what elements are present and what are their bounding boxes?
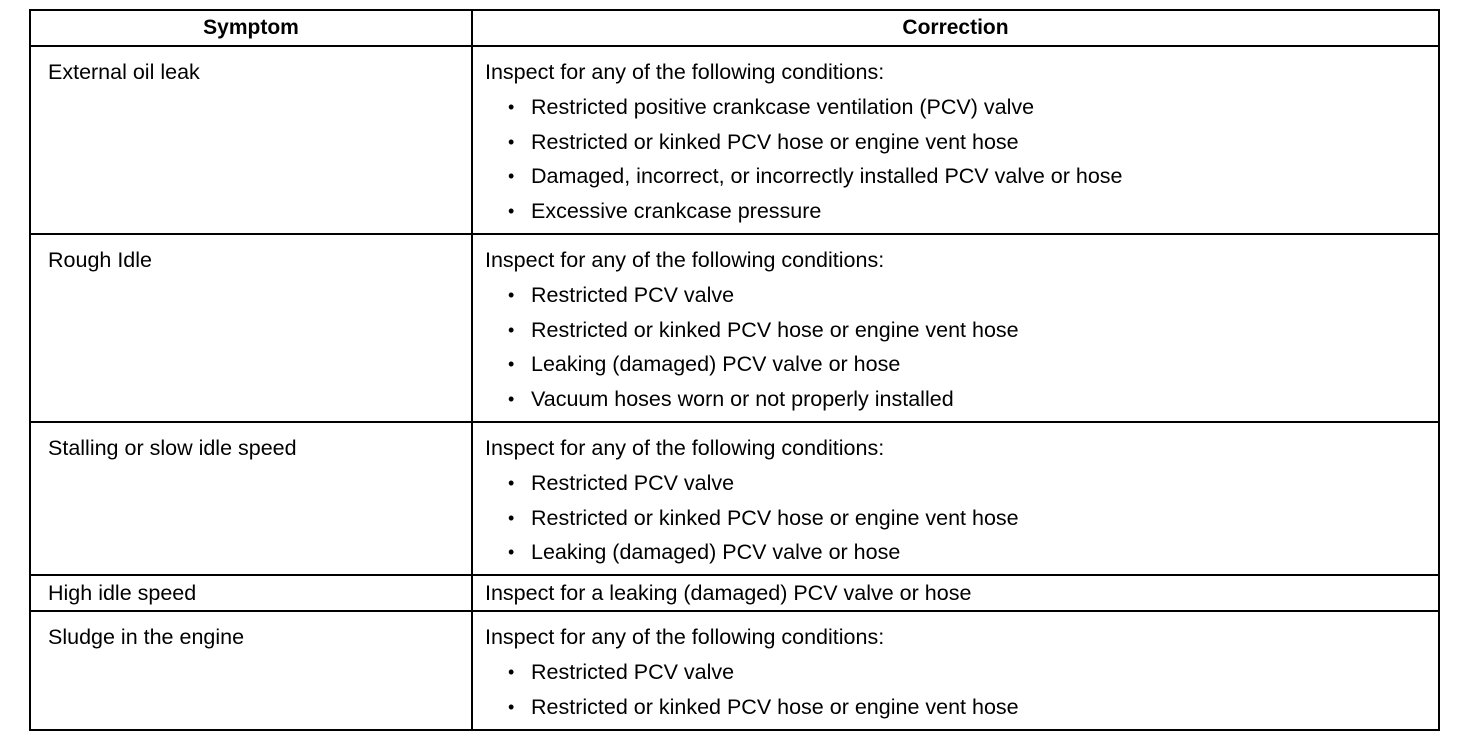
bullet-icon: • bbox=[508, 96, 515, 117]
condition-item bbox=[485, 501, 1438, 536]
condition-item bbox=[485, 125, 1438, 160]
correction-intro: Inspect for any of the following conditions: bbox=[485, 60, 885, 84]
symptom-cell bbox=[30, 575, 472, 611]
condition-item bbox=[485, 278, 1438, 313]
condition-text: Excessive crankcase pressure bbox=[531, 199, 822, 224]
correction-cell bbox=[472, 46, 1439, 234]
bullet-icon: • bbox=[508, 284, 515, 305]
condition-item bbox=[485, 159, 1438, 194]
symptom-cell bbox=[30, 422, 472, 575]
table-row bbox=[30, 46, 1439, 234]
condition-list bbox=[485, 278, 1438, 417]
condition-text: Restricted or kinked PCV hose or engine vent hose bbox=[531, 694, 1019, 719]
condition-item bbox=[485, 466, 1438, 501]
table-row bbox=[30, 422, 1439, 575]
condition-text: Restricted PCV valve bbox=[531, 282, 735, 307]
condition-item bbox=[485, 655, 1438, 690]
condition-item bbox=[485, 690, 1438, 725]
bullet-icon: • bbox=[508, 472, 515, 493]
bullet-icon: • bbox=[508, 354, 515, 375]
condition-text: Restricted or kinked PCV hose or engine vent hose bbox=[531, 505, 1019, 530]
condition-list bbox=[485, 90, 1438, 229]
table-row bbox=[30, 611, 1439, 729]
symptom-cell bbox=[30, 46, 472, 234]
condition-text: Restricted PCV valve bbox=[531, 470, 735, 495]
symptom-text: Rough Idle bbox=[48, 247, 152, 272]
condition-text: Leaking (damaged) PCV valve or hose bbox=[531, 540, 901, 565]
bullet-icon: • bbox=[508, 166, 515, 187]
condition-item bbox=[485, 347, 1438, 382]
condition-list bbox=[485, 655, 1438, 725]
symptom-text: Stalling or slow idle speed bbox=[48, 435, 297, 460]
correction-cell bbox=[472, 611, 1439, 729]
correction-intro: Inspect for any of the following conditions: bbox=[485, 247, 885, 272]
condition-text: Vacuum hoses worn or not properly installed bbox=[531, 387, 954, 412]
symptom-text: External oil leak bbox=[48, 60, 200, 84]
correction-intro: Inspect for a leaking (damaged) PCV valve or hose bbox=[485, 581, 972, 606]
bullet-icon: • bbox=[508, 696, 515, 717]
condition-text: Restricted PCV valve bbox=[531, 659, 735, 684]
condition-item bbox=[485, 535, 1438, 570]
symptom-cell bbox=[30, 611, 472, 729]
bullet-icon: • bbox=[508, 661, 515, 682]
condition-item bbox=[485, 313, 1438, 348]
condition-text: Leaking (damaged) PCV valve or hose bbox=[531, 352, 901, 377]
condition-text: Restricted positive crankcase ventilation (PCV) valve bbox=[531, 94, 1035, 119]
condition-text: Damaged, incorrect, or incorrectly installed PCV valve or hose bbox=[531, 164, 1123, 189]
condition-text: Restricted or kinked PCV hose or engine vent hose bbox=[531, 317, 1019, 342]
correction-column-header: Correction bbox=[472, 10, 1439, 46]
bullet-icon: • bbox=[508, 131, 515, 152]
condition-list bbox=[485, 466, 1438, 570]
bullet-icon: • bbox=[508, 542, 515, 563]
correction-cell bbox=[472, 422, 1439, 575]
symptom-correction-table bbox=[29, 9, 1440, 731]
symptom-cell bbox=[30, 234, 472, 422]
symptom-column-header: Symptom bbox=[30, 10, 472, 46]
symptom-text: High idle speed bbox=[48, 581, 197, 606]
table-row bbox=[30, 575, 1439, 611]
table-row bbox=[30, 234, 1439, 422]
bullet-icon: • bbox=[508, 201, 515, 222]
header-row bbox=[30, 10, 1439, 46]
condition-item bbox=[485, 194, 1438, 229]
bullet-icon: • bbox=[508, 507, 515, 528]
correction-cell bbox=[472, 575, 1439, 611]
correction-cell bbox=[472, 234, 1439, 422]
condition-item bbox=[485, 382, 1438, 417]
correction-intro: Inspect for any of the following conditions: bbox=[485, 435, 885, 460]
bullet-icon: • bbox=[508, 319, 515, 340]
condition-item bbox=[485, 90, 1438, 125]
condition-text: Restricted or kinked PCV hose or engine vent hose bbox=[531, 129, 1019, 154]
symptom-text: Sludge in the engine bbox=[48, 625, 245, 650]
bullet-icon: • bbox=[508, 389, 515, 410]
correction-intro: Inspect for any of the following conditions: bbox=[485, 625, 885, 650]
